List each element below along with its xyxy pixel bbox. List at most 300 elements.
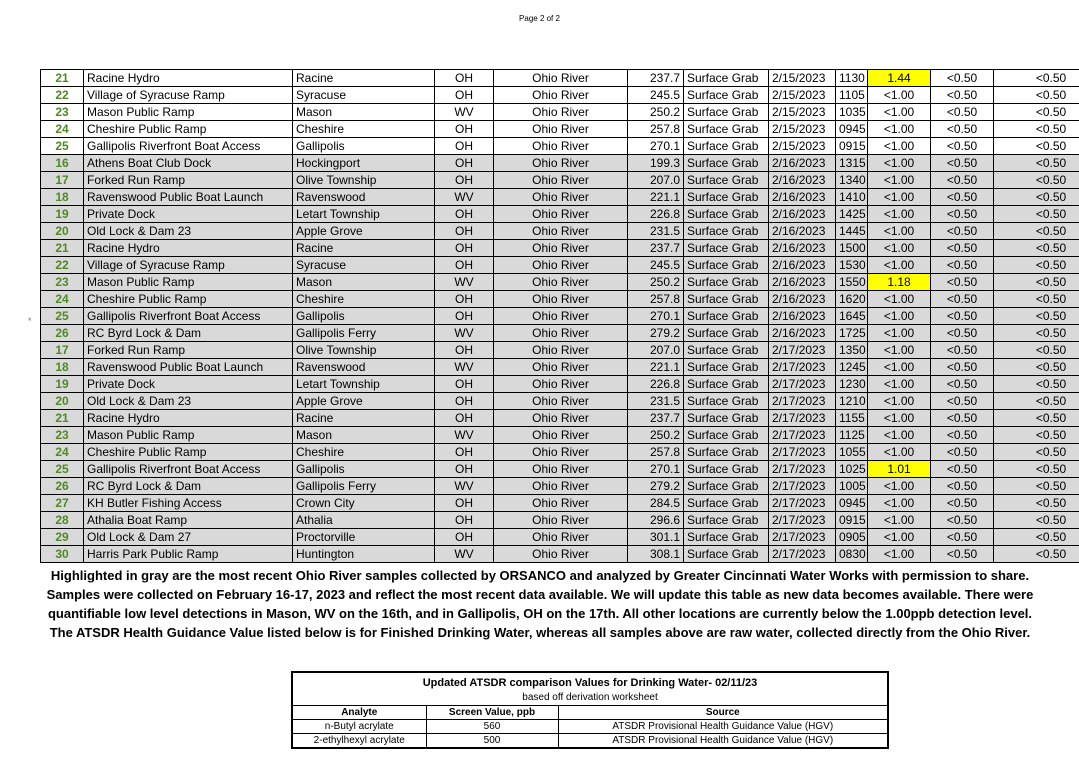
- result-3-cell: <0.50: [994, 121, 1079, 138]
- state-cell: OH: [435, 138, 494, 155]
- sample-type-cell: Surface Grab: [684, 410, 769, 427]
- sample-type-cell: Surface Grab: [684, 87, 769, 104]
- result-3-cell: <0.50: [994, 189, 1079, 206]
- result-2-cell: <0.50: [931, 461, 994, 478]
- city-cell: Cheshire: [293, 444, 435, 461]
- table-row: [41, 138, 1079, 155]
- river-cell: Ohio River: [494, 478, 628, 495]
- result-3-cell: <0.50: [994, 495, 1079, 512]
- result-3-cell: <0.50: [994, 240, 1079, 257]
- date-cell: 2/15/2023: [769, 121, 836, 138]
- table-row: [41, 325, 1079, 342]
- index-cell: 25: [41, 138, 84, 155]
- location-cell: Forked Run Ramp: [84, 172, 293, 189]
- result-3-cell: <0.50: [994, 461, 1079, 478]
- river-cell: Ohio River: [494, 495, 628, 512]
- result-1-cell: <1.00: [868, 376, 931, 393]
- table-row: [41, 546, 1079, 563]
- river-cell: Ohio River: [494, 512, 628, 529]
- index-cell: 19: [41, 376, 84, 393]
- header-screen-value: Screen Value, ppb: [426, 706, 558, 720]
- result-1-cell: 1.44: [868, 70, 931, 87]
- result-2-cell: <0.50: [931, 121, 994, 138]
- index-cell: 26: [41, 478, 84, 495]
- city-cell: Gallipolis: [293, 308, 435, 325]
- date-cell: 2/17/2023: [769, 376, 836, 393]
- result-3-cell: <0.50: [994, 512, 1079, 529]
- result-3-cell: <0.50: [994, 478, 1079, 495]
- time-cell: 0945: [836, 495, 868, 512]
- date-cell: 2/17/2023: [769, 342, 836, 359]
- location-cell: Ravenswood Public Boat Launch: [84, 359, 293, 376]
- time-cell: 1645: [836, 308, 868, 325]
- time-cell: 1410: [836, 189, 868, 206]
- time-cell: 0905: [836, 529, 868, 546]
- river-cell: Ohio River: [494, 444, 628, 461]
- result-2-cell: <0.50: [931, 87, 994, 104]
- table-body: [41, 70, 1079, 563]
- result-1-cell: <1.00: [868, 121, 931, 138]
- result-2-cell: <0.50: [931, 155, 994, 172]
- river-mile-cell: 270.1: [628, 138, 684, 155]
- result-3-cell: <0.50: [994, 410, 1079, 427]
- river-mile-cell: 308.1: [628, 546, 684, 563]
- river-cell: Ohio River: [494, 223, 628, 240]
- index-cell: 21: [41, 410, 84, 427]
- table-row: [41, 155, 1079, 172]
- result-2-cell: <0.50: [931, 529, 994, 546]
- table-row: [41, 427, 1079, 444]
- result-3-cell: <0.50: [994, 104, 1079, 121]
- location-cell: Gallipolis Riverfront Boat Access: [84, 308, 293, 325]
- table-row: [41, 206, 1079, 223]
- time-cell: 1105: [836, 87, 868, 104]
- table-row: [41, 359, 1079, 376]
- screen-value-cell: 560: [426, 720, 558, 734]
- result-2-cell: <0.50: [931, 359, 994, 376]
- result-2-cell: <0.50: [931, 138, 994, 155]
- river-cell: Ohio River: [494, 189, 628, 206]
- sample-type-cell: Surface Grab: [684, 291, 769, 308]
- result-1-cell: <1.00: [868, 223, 931, 240]
- sample-type-cell: Surface Grab: [684, 206, 769, 223]
- index-cell: 28: [41, 512, 84, 529]
- location-cell: Athens Boat Club Dock: [84, 155, 293, 172]
- sample-type-cell: Surface Grab: [684, 121, 769, 138]
- date-cell: 2/16/2023: [769, 189, 836, 206]
- result-3-cell: <0.50: [994, 155, 1079, 172]
- time-cell: 1025: [836, 461, 868, 478]
- analyte-cell: 2-ethylhexyl acrylate: [292, 734, 426, 749]
- city-cell: Crown City: [293, 495, 435, 512]
- city-cell: Olive Township: [293, 342, 435, 359]
- river-mile-cell: 207.0: [628, 172, 684, 189]
- result-1-cell: <1.00: [868, 393, 931, 410]
- table-row: [41, 257, 1079, 274]
- river-mile-cell: 226.8: [628, 206, 684, 223]
- results-note: Highlighted in gray are the most recent Ohio River samples collected by ORSANCO and analyzed by Greater Cincinnati Water Works with permission to share. Samples were collected on February 16-17, 2023 and reflect the most recent data available. We will update this table as new data becomes available. There were quantifiable low level detections in Mason, WV on the 16th, and in Gallipolis, OH on the 17th. All other locations are currently below the 1.00ppb detection level. The ATSDR Health Guidance Value listed below is for Finished Drinking Water, whereas all samples above are raw water, collected directly from the Ohio River.: [46, 568, 1034, 640]
- time-cell: 1055: [836, 444, 868, 461]
- river-mile-cell: 237.7: [628, 410, 684, 427]
- river-cell: Ohio River: [494, 206, 628, 223]
- river-mile-cell: 250.2: [628, 274, 684, 291]
- date-cell: 2/16/2023: [769, 257, 836, 274]
- river-mile-cell: 231.5: [628, 393, 684, 410]
- river-cell: Ohio River: [494, 155, 628, 172]
- sample-type-cell: Surface Grab: [684, 70, 769, 87]
- table-row: [41, 223, 1079, 240]
- result-1-cell: 1.18: [868, 274, 931, 291]
- state-cell: WV: [435, 274, 494, 291]
- river-mile-cell: 237.7: [628, 240, 684, 257]
- state-cell: WV: [435, 104, 494, 121]
- location-cell: Ravenswood Public Boat Launch: [84, 189, 293, 206]
- location-cell: Village of Syracuse Ramp: [84, 257, 293, 274]
- location-cell: Mason Public Ramp: [84, 427, 293, 444]
- time-cell: 1315: [836, 155, 868, 172]
- city-cell: Hockingport: [293, 155, 435, 172]
- index-cell: 23: [41, 427, 84, 444]
- sample-type-cell: Surface Grab: [684, 427, 769, 444]
- stray-mark: *: [28, 316, 32, 326]
- state-cell: OH: [435, 121, 494, 138]
- sample-type-cell: Surface Grab: [684, 308, 769, 325]
- time-cell: 0945: [836, 121, 868, 138]
- result-2-cell: <0.50: [931, 206, 994, 223]
- result-2-cell: <0.50: [931, 546, 994, 563]
- table-row: [41, 529, 1079, 546]
- result-3-cell: <0.50: [994, 308, 1079, 325]
- result-2-cell: <0.50: [931, 240, 994, 257]
- time-cell: 1500: [836, 240, 868, 257]
- location-cell: Gallipolis Riverfront Boat Access: [84, 138, 293, 155]
- date-cell: 2/16/2023: [769, 274, 836, 291]
- location-cell: Mason Public Ramp: [84, 104, 293, 121]
- result-3-cell: <0.50: [994, 206, 1079, 223]
- result-1-cell: <1.00: [868, 240, 931, 257]
- source-cell: ATSDR Provisional Health Guidance Value (HGV): [558, 734, 888, 749]
- date-cell: 2/17/2023: [769, 495, 836, 512]
- source-cell: ATSDR Provisional Health Guidance Value (HGV): [558, 720, 888, 734]
- state-cell: OH: [435, 257, 494, 274]
- index-cell: 25: [41, 308, 84, 325]
- date-cell: 2/17/2023: [769, 512, 836, 529]
- location-cell: KH Butler Fishing Access: [84, 495, 293, 512]
- state-cell: OH: [435, 70, 494, 87]
- result-1-cell: <1.00: [868, 291, 931, 308]
- sample-type-cell: Surface Grab: [684, 104, 769, 121]
- state-cell: OH: [435, 172, 494, 189]
- state-cell: OH: [435, 291, 494, 308]
- time-cell: 1005: [836, 478, 868, 495]
- sample-type-cell: Surface Grab: [684, 240, 769, 257]
- city-cell: Racine: [293, 410, 435, 427]
- date-cell: 2/16/2023: [769, 223, 836, 240]
- index-cell: 25: [41, 461, 84, 478]
- table-row: [41, 291, 1079, 308]
- city-cell: Cheshire: [293, 121, 435, 138]
- date-cell: 2/16/2023: [769, 308, 836, 325]
- result-1-cell: <1.00: [868, 104, 931, 121]
- river-cell: Ohio River: [494, 529, 628, 546]
- result-2-cell: <0.50: [931, 410, 994, 427]
- sample-type-cell: Surface Grab: [684, 478, 769, 495]
- river-cell: Ohio River: [494, 70, 628, 87]
- city-cell: Syracuse: [293, 257, 435, 274]
- index-cell: 24: [41, 291, 84, 308]
- city-cell: Gallipolis Ferry: [293, 325, 435, 342]
- sample-type-cell: Surface Grab: [684, 172, 769, 189]
- result-2-cell: <0.50: [931, 257, 994, 274]
- time-cell: 1230: [836, 376, 868, 393]
- river-mile-cell: 284.5: [628, 495, 684, 512]
- index-cell: 21: [41, 70, 84, 87]
- time-cell: 1155: [836, 410, 868, 427]
- time-cell: 0915: [836, 512, 868, 529]
- result-3-cell: <0.50: [994, 291, 1079, 308]
- river-mile-cell: 245.5: [628, 257, 684, 274]
- location-cell: Private Dock: [84, 376, 293, 393]
- river-mile-cell: 221.1: [628, 359, 684, 376]
- result-2-cell: <0.50: [931, 427, 994, 444]
- result-3-cell: <0.50: [994, 257, 1079, 274]
- result-2-cell: <0.50: [931, 189, 994, 206]
- state-cell: WV: [435, 359, 494, 376]
- river-cell: Ohio River: [494, 274, 628, 291]
- sample-type-cell: Surface Grab: [684, 257, 769, 274]
- table-row: [41, 444, 1079, 461]
- river-mile-cell: 279.2: [628, 478, 684, 495]
- time-cell: 1425: [836, 206, 868, 223]
- state-cell: OH: [435, 512, 494, 529]
- city-cell: Proctorville: [293, 529, 435, 546]
- city-cell: Apple Grove: [293, 223, 435, 240]
- river-cell: Ohio River: [494, 257, 628, 274]
- date-cell: 2/17/2023: [769, 461, 836, 478]
- table-row: [41, 512, 1079, 529]
- location-cell: Gallipolis Riverfront Boat Access: [84, 461, 293, 478]
- sample-type-cell: Surface Grab: [684, 376, 769, 393]
- river-cell: Ohio River: [494, 172, 628, 189]
- result-3-cell: <0.50: [994, 138, 1079, 155]
- date-cell: 2/17/2023: [769, 427, 836, 444]
- index-cell: 17: [41, 342, 84, 359]
- state-cell: OH: [435, 206, 494, 223]
- time-cell: 1350: [836, 342, 868, 359]
- result-3-cell: <0.50: [994, 376, 1079, 393]
- date-cell: 2/16/2023: [769, 155, 836, 172]
- atsdr-comparison-table: [291, 671, 889, 749]
- result-1-cell: <1.00: [868, 546, 931, 563]
- river-mile-cell: 226.8: [628, 376, 684, 393]
- index-cell: 16: [41, 155, 84, 172]
- result-2-cell: <0.50: [931, 376, 994, 393]
- river-mile-cell: 270.1: [628, 461, 684, 478]
- result-3-cell: <0.50: [994, 223, 1079, 240]
- river-mile-cell: 257.8: [628, 444, 684, 461]
- state-cell: OH: [435, 87, 494, 104]
- river-mile-cell: 207.0: [628, 342, 684, 359]
- table-row: [41, 342, 1079, 359]
- river-cell: Ohio River: [494, 87, 628, 104]
- sample-type-cell: Surface Grab: [684, 529, 769, 546]
- result-2-cell: <0.50: [931, 478, 994, 495]
- date-cell: 2/17/2023: [769, 410, 836, 427]
- river-mile-cell: 257.8: [628, 291, 684, 308]
- sample-type-cell: Surface Grab: [684, 495, 769, 512]
- river-cell: Ohio River: [494, 461, 628, 478]
- state-cell: WV: [435, 427, 494, 444]
- result-3-cell: <0.50: [994, 529, 1079, 546]
- location-cell: RC Byrd Lock & Dam: [84, 478, 293, 495]
- river-mile-cell: 296.6: [628, 512, 684, 529]
- result-1-cell: 1.01: [868, 461, 931, 478]
- river-mile-cell: 279.2: [628, 325, 684, 342]
- result-1-cell: <1.00: [868, 478, 931, 495]
- index-cell: 24: [41, 444, 84, 461]
- river-cell: Ohio River: [494, 291, 628, 308]
- location-cell: Private Dock: [84, 206, 293, 223]
- result-2-cell: <0.50: [931, 274, 994, 291]
- city-cell: Gallipolis Ferry: [293, 478, 435, 495]
- result-2-cell: <0.50: [931, 444, 994, 461]
- city-cell: Athalia: [293, 512, 435, 529]
- river-cell: Ohio River: [494, 393, 628, 410]
- city-cell: Olive Township: [293, 172, 435, 189]
- time-cell: 1210: [836, 393, 868, 410]
- date-cell: 2/16/2023: [769, 240, 836, 257]
- time-cell: 1530: [836, 257, 868, 274]
- time-cell: 1725: [836, 325, 868, 342]
- state-cell: OH: [435, 376, 494, 393]
- time-cell: 0830: [836, 546, 868, 563]
- river-cell: Ohio River: [494, 308, 628, 325]
- city-cell: Apple Grove: [293, 393, 435, 410]
- date-cell: 2/17/2023: [769, 359, 836, 376]
- time-cell: 0915: [836, 138, 868, 155]
- sample-type-cell: Surface Grab: [684, 155, 769, 172]
- table-row: [41, 376, 1079, 393]
- location-cell: Old Lock & Dam 23: [84, 393, 293, 410]
- table-row: [41, 189, 1079, 206]
- table-row: [41, 274, 1079, 291]
- river-cell: Ohio River: [494, 104, 628, 121]
- location-cell: Cheshire Public Ramp: [84, 444, 293, 461]
- river-mile-cell: 250.2: [628, 427, 684, 444]
- index-cell: 30: [41, 546, 84, 563]
- result-2-cell: <0.50: [931, 393, 994, 410]
- page-number: Page 2 of 2: [519, 14, 560, 23]
- result-1-cell: <1.00: [868, 189, 931, 206]
- result-1-cell: <1.00: [868, 172, 931, 189]
- river-mile-cell: 250.2: [628, 104, 684, 121]
- state-cell: OH: [435, 342, 494, 359]
- state-cell: OH: [435, 461, 494, 478]
- location-cell: Cheshire Public Ramp: [84, 291, 293, 308]
- index-cell: 19: [41, 206, 84, 223]
- table-row: [41, 87, 1079, 104]
- time-cell: 1125: [836, 427, 868, 444]
- result-1-cell: <1.00: [868, 325, 931, 342]
- screen-value-cell: 500: [426, 734, 558, 749]
- date-cell: 2/15/2023: [769, 70, 836, 87]
- location-cell: Forked Run Ramp: [84, 342, 293, 359]
- time-cell: 1035: [836, 104, 868, 121]
- table-row: [41, 410, 1079, 427]
- location-cell: Racine Hydro: [84, 70, 293, 87]
- table-row: [41, 393, 1079, 410]
- time-cell: 1245: [836, 359, 868, 376]
- river-cell: Ohio River: [494, 325, 628, 342]
- sample-type-cell: Surface Grab: [684, 393, 769, 410]
- index-cell: 17: [41, 172, 84, 189]
- table-row: [41, 172, 1079, 189]
- river-mile-cell: 301.1: [628, 529, 684, 546]
- city-cell: Ravenswood: [293, 189, 435, 206]
- result-1-cell: <1.00: [868, 410, 931, 427]
- location-cell: Athalia Boat Ramp: [84, 512, 293, 529]
- table-row: [41, 308, 1079, 325]
- city-cell: Cheshire: [293, 291, 435, 308]
- time-cell: 1340: [836, 172, 868, 189]
- date-cell: 2/15/2023: [769, 138, 836, 155]
- date-cell: 2/16/2023: [769, 206, 836, 223]
- river-mile-cell: 199.3: [628, 155, 684, 172]
- river-cell: Ohio River: [494, 376, 628, 393]
- result-3-cell: <0.50: [994, 274, 1079, 291]
- index-cell: 23: [41, 104, 84, 121]
- sample-type-cell: Surface Grab: [684, 444, 769, 461]
- date-cell: 2/17/2023: [769, 444, 836, 461]
- date-cell: 2/15/2023: [769, 87, 836, 104]
- river-mile-cell: 231.5: [628, 223, 684, 240]
- result-2-cell: <0.50: [931, 342, 994, 359]
- date-cell: 2/17/2023: [769, 529, 836, 546]
- index-cell: 24: [41, 121, 84, 138]
- result-3-cell: <0.50: [994, 546, 1079, 563]
- time-cell: 1550: [836, 274, 868, 291]
- river-cell: Ohio River: [494, 546, 628, 563]
- state-cell: OH: [435, 495, 494, 512]
- result-1-cell: <1.00: [868, 427, 931, 444]
- result-1-cell: <1.00: [868, 512, 931, 529]
- date-cell: 2/17/2023: [769, 478, 836, 495]
- city-cell: Mason: [293, 274, 435, 291]
- state-cell: OH: [435, 223, 494, 240]
- table-row: [41, 70, 1079, 87]
- index-cell: 29: [41, 529, 84, 546]
- result-3-cell: <0.50: [994, 359, 1079, 376]
- sample-type-cell: Surface Grab: [684, 189, 769, 206]
- city-cell: Gallipolis: [293, 461, 435, 478]
- state-cell: OH: [435, 410, 494, 427]
- city-cell: Syracuse: [293, 87, 435, 104]
- table-row: [41, 104, 1079, 121]
- sample-type-cell: Surface Grab: [684, 274, 769, 291]
- state-cell: WV: [435, 325, 494, 342]
- table-row: [41, 495, 1079, 512]
- index-cell: 23: [41, 274, 84, 291]
- time-cell: 1620: [836, 291, 868, 308]
- result-1-cell: <1.00: [868, 257, 931, 274]
- time-cell: 1445: [836, 223, 868, 240]
- state-cell: WV: [435, 478, 494, 495]
- sample-type-cell: Surface Grab: [684, 138, 769, 155]
- state-cell: OH: [435, 308, 494, 325]
- result-1-cell: <1.00: [868, 206, 931, 223]
- table-row: [41, 461, 1079, 478]
- river-mile-cell: 221.1: [628, 189, 684, 206]
